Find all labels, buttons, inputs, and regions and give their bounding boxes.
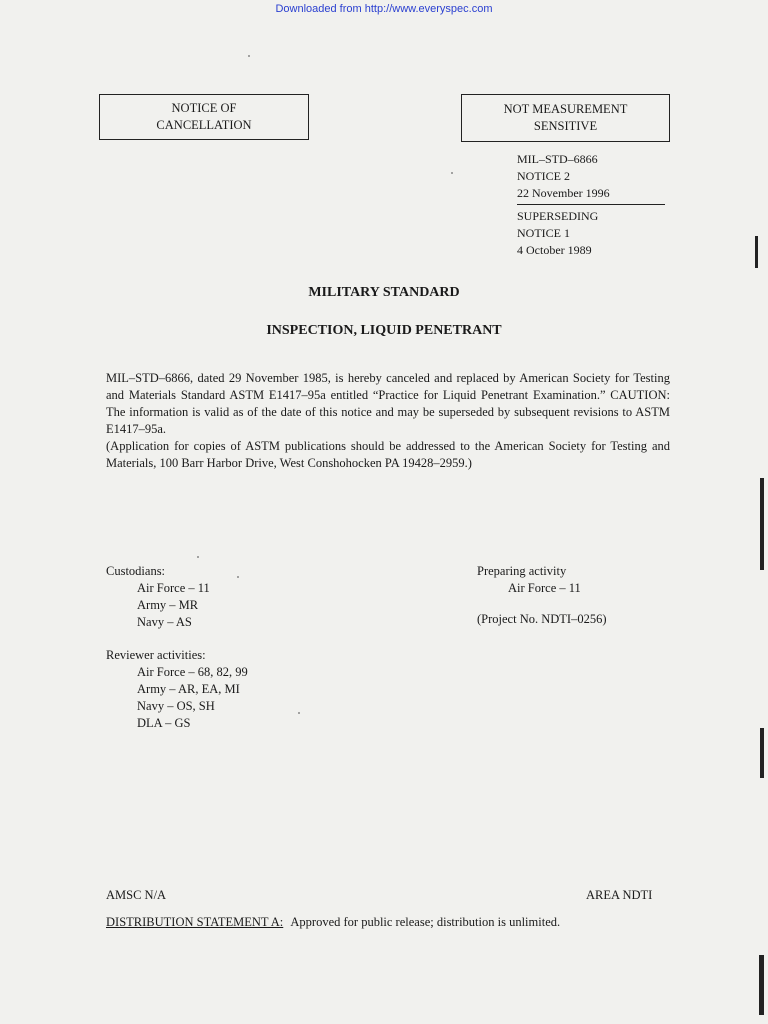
scan-mark bbox=[755, 236, 758, 268]
reviewer-item: Air Force – 68, 82, 99 bbox=[137, 665, 248, 679]
scan-dot bbox=[237, 576, 239, 578]
area-code: AREA NDTI bbox=[586, 888, 653, 902]
download-banner-link[interactable]: Downloaded from http://www.everyspec.com bbox=[275, 3, 493, 15]
notice-number: NOTICE 2 bbox=[517, 169, 570, 183]
document-subject: INSPECTION, LIQUID PENETRANT bbox=[266, 323, 502, 338]
box-line: SENSITIVE bbox=[533, 119, 598, 133]
scan-mark bbox=[759, 955, 764, 1015]
previous-notice: NOTICE 1 bbox=[517, 226, 570, 240]
reviewer-item: Army – AR, EA, MI bbox=[137, 682, 240, 696]
custodians-heading: Custodians: bbox=[106, 564, 166, 578]
custodian-item: Air Force – 11 bbox=[137, 581, 210, 595]
custodians-block bbox=[106, 563, 210, 631]
preparing-item: Air Force – 11 bbox=[508, 581, 581, 595]
reviewers-heading: Reviewer activities: bbox=[106, 648, 206, 662]
preparing-heading: Preparing activity bbox=[477, 564, 567, 578]
measurement-sensitivity-box bbox=[461, 94, 670, 142]
reviewer-item: DLA – GS bbox=[137, 716, 191, 730]
notice-date: 22 November 1996 bbox=[517, 186, 610, 200]
document-title: MILITARY STANDARD bbox=[308, 285, 460, 300]
preparing-activity-block bbox=[477, 563, 607, 628]
cancellation-paragraph: MIL–STD–6866, dated 29 November 1985, is hereby canceled and replaced by American Society for Testing and Materials Standard ASTM E1417–95a entitled “Practice for Liquid Penetrant Examination.” CAUTION: The information is valid as of the date of this notice and may be superseded by subsequent revisions to ASTM E1417–95a. bbox=[106, 371, 670, 436]
superseding-label: SUPERSEDING bbox=[517, 209, 599, 223]
scan-dot bbox=[298, 712, 300, 714]
reviewer-activities-block bbox=[106, 647, 248, 732]
document-identification-block bbox=[517, 151, 665, 259]
scan-dot bbox=[197, 556, 199, 558]
document-id: MIL–STD–6866 bbox=[517, 152, 598, 166]
box-line: CANCELLATION bbox=[156, 118, 252, 132]
amsc-code: AMSC N/A bbox=[106, 888, 167, 902]
distribution-text: Approved for public release; distribution is unlimited. bbox=[290, 915, 561, 929]
distribution-label: DISTRIBUTION STATEMENT A: bbox=[106, 915, 284, 929]
scan-mark bbox=[760, 478, 764, 570]
box-line: NOT MEASUREMENT bbox=[503, 102, 628, 116]
previous-date: 4 October 1989 bbox=[517, 243, 592, 257]
reviewer-item: Navy – OS, SH bbox=[137, 699, 215, 713]
divider bbox=[517, 204, 665, 205]
custodian-item: Army – MR bbox=[137, 598, 199, 612]
custodian-item: Navy – AS bbox=[137, 615, 192, 629]
box-line: NOTICE OF bbox=[171, 101, 237, 115]
distribution-statement bbox=[106, 914, 560, 931]
application-paragraph: (Application for copies of ASTM publications should be addressed to the American Society for Testing and Materials, 100 Barr Harbor Drive, West Conshohocken PA 19428–2959.) bbox=[106, 439, 670, 470]
notice-of-cancellation-box bbox=[99, 94, 309, 140]
scan-dot bbox=[248, 55, 250, 57]
scan-mark bbox=[760, 728, 764, 778]
project-number: (Project No. NDTI–0256) bbox=[477, 612, 607, 626]
scan-dot bbox=[451, 172, 453, 174]
